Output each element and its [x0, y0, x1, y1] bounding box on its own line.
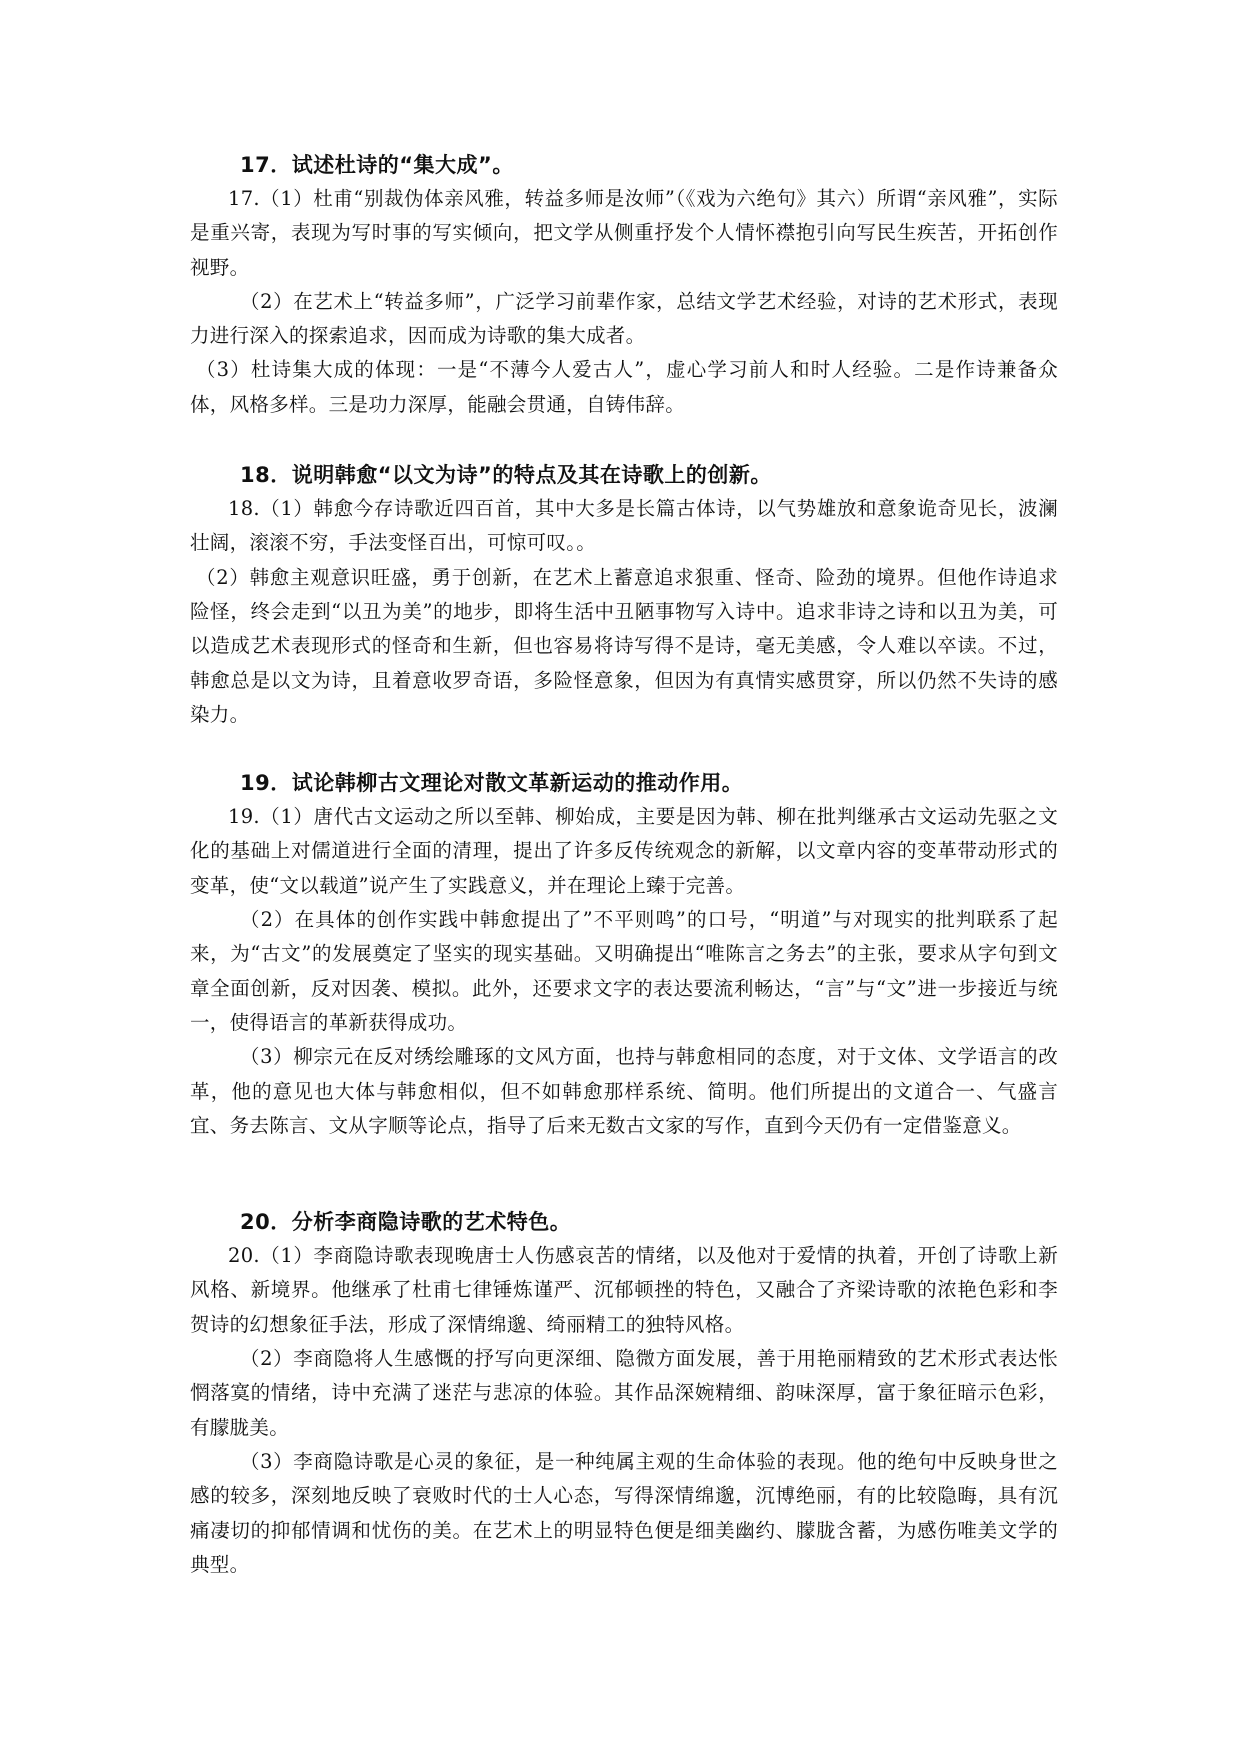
document-body: [190, 150, 1058, 1582]
answer-20-paragraph-2: （2）李商隐将人生感慨的抒写向更深细、隐微方面发展，善于用艳丽精致的艺术形式表达怅惘落寞的情绪，诗中充满了迷茫与悲凉的体验。其作品深婉精细、韵味深厚，富于象征暗示色彩，有朦胧美。: [190, 1347, 1058, 1439]
answer-19-paragraph-3: （3）柳宗元在反对绣绘雕琢的文风方面，也持与韩愈相同的态度，对于文体、文学语言的改革，他的意见也大体与韩愈相似，但不如韩愈那样系统、简明。他们所提出的文道合一、气盛言宜、务去陈言、文从字顺等论点，指导了后来无数古文家的写作，直到今天仍有一定借鉴意义。: [190, 1045, 1058, 1137]
answer-20-paragraph-1: 20.（1）李商隐诗歌表现晚唐士人伤感哀苦的情绪，以及他对于爱情的执着，开创了诗歌上新风格、新境界。他继承了杜甫七律锤炼谨严、沉郁顿挫的特色，又融合了齐梁诗歌的浓艳色彩和李贺诗的幻想象征手法，形成了深情绵邈、绮丽精工的独特风格。: [190, 1244, 1058, 1336]
question-19-title: 19．试论韩柳古文理论对散文革新运动的推动作用。: [240, 771, 744, 796]
answer-17-paragraph-2: （2）在艺术上“转益多师”，广泛学习前辈作家，总结文学艺术经验，对诗的艺术形式，表现力进行深入的探索追求，因而成为诗歌的集大成者。: [190, 289, 1058, 348]
question-17-section: [190, 150, 1058, 422]
answer-19-paragraph-1: 19.（1）唐代古文运动之所以至韩、柳始成，主要是因为韩、柳在批判继承古文运动先驱之文化的基础上对儒道进行全面的清理，提出了许多反传统观念的新解，以文章内容的变革带动形式的变革，使“文以载道”说产生了实践意义，并在理论上臻于完善。: [190, 805, 1058, 897]
question-20-title: 20．分析李商隐诗歌的艺术特色。: [240, 1210, 572, 1235]
answer-18-paragraph-2: （2）韩愈主观意识旺盛，勇于创新，在艺术上蓄意追求狠重、怪奇、险劲的境界。但他作诗追求险怪，终会走到“以丑为美”的地步，即将生活中丑陋事物写入诗中。追求非诗之诗和以丑为美，可以造成艺术表现形式的怪奇和生新，但也容易将诗写得不是诗，毫无美感，令人难以卒读。不过，韩愈总是以文为诗，且着意收罗奇语，多险怪意象，但因为有真情实感贯穿，所以仍然不失诗的感染力。: [190, 565, 1058, 726]
question-18-section: [190, 460, 1058, 732]
answer-20-paragraph-3: （3）李商隐诗歌是心灵的象征，是一种纯属主观的生命体验的表现。他的绝句中反映身世之感的较多，深刻地反映了衰败时代的士人心态，写得深情绵邈，沉博绝丽，有的比较隐晦，具有沉痛凄切的抑郁情调和忧伤的美。在艺术上的明显特色便是细美幽约、朦胧含蓄，为感伤唯美文学的典型。: [190, 1449, 1058, 1576]
question-17-title: 17．试述杜诗的“集大成”。: [240, 153, 514, 177]
answer-18-paragraph-1: 18.（1）韩愈今存诗歌近四百首，其中大多是长篇古体诗，以气势雄放和意象诡奇见长，波澜壮阔，滚滚不穷，手法变怪百出，可惊可叹。。: [190, 497, 1058, 555]
answer-19-paragraph-2: （2）在具体的创作实践中韩愈提出了”不平则鸣”的口号，“明道”与对现实的批判联系了起来，为“古文”的发展奠定了坚实的现实基础。又明确提出“唯陈言之务去”的主张，要求从字句到文章全面创新，反对因袭、模拟。此外，还要求文字的表达要流利畅达，“言”与“文”进一步接近与统一，使得语言的革新获得成功。: [190, 908, 1058, 1034]
question-18-title: 18．说明韩愈“以文为诗”的特点及其在诗歌上的创新。: [240, 463, 772, 488]
answer-17-paragraph-1: 17.（1）杜甫“别裁伪体亲风雅，转益多师是汝师”（《戏为六绝句》其六）所谓“亲风雅”，实际是重兴寄，表现为写时事的写实倾向，把文学从侧重抒发个人情怀襟抱引向写民生疾苦，开拓创作视野。: [190, 187, 1058, 279]
question-19-section: [190, 768, 1058, 1143]
question-20-section: [190, 1207, 1058, 1582]
answer-17-paragraph-3: （3）杜诗集大成的体现：一是“不薄今人爱古人”，虚心学习前人和时人经验。二是作诗兼备众体，风格多样。三是功力深厚，能融会贯通，自铸伟辞。: [190, 358, 1058, 416]
